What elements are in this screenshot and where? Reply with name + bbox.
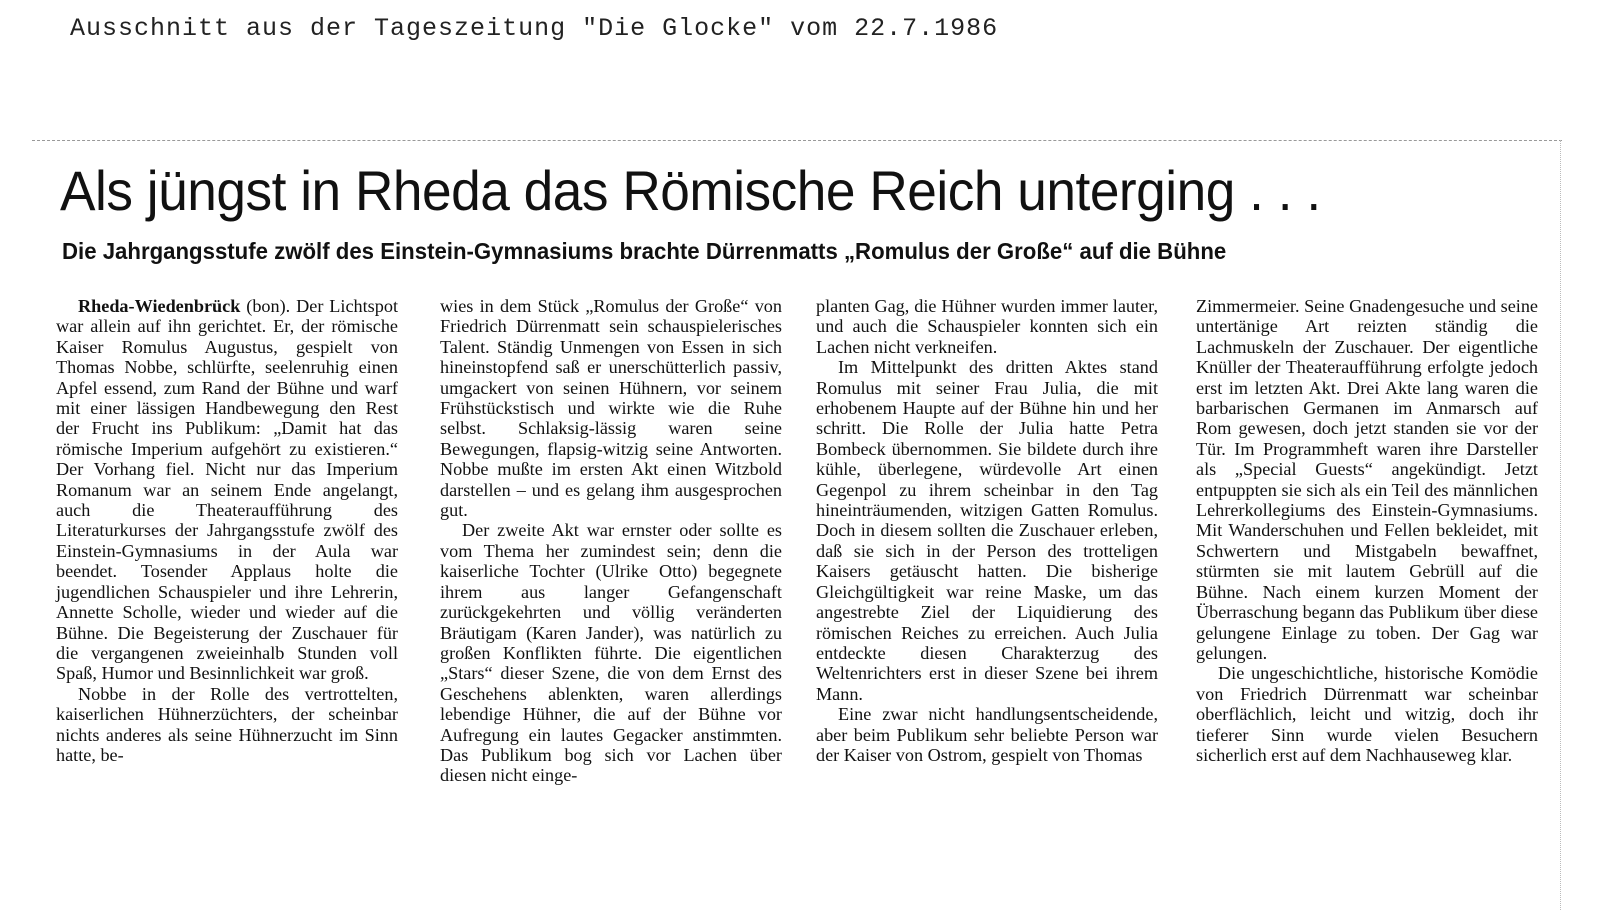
article-column-2 [440, 296, 782, 786]
article-paragraph: Im Mittelpunkt des dritten Aktes stand Romulus mit seiner Frau Julia, die mit erhobenem Haupte auf der Bühne hin und her schritt. Die Rolle der Julia hatte Petra Bombeck übernommen. Sie bildete durch ihre kühle, überlegene, würdevolle Art einen Gegenpol zu ihrem scheinbar in den Tag hineinträumenden, witzigen Gatten Romulus. Doch in diesem sollten die Zuschauer erleben, daß sie sich in der Person des trotteligen Kaisers getäuscht hatten. Die bisherige Gleichgültigkeit war reine Maske, um das angestrebte Ziel der Liquidierung des römischen Reiches zu erreichen. Auch Julia entdeckte diesen Charakterzug des Weltenrichters erst in dieser Szene bei ihrem Mann. [816, 357, 1158, 704]
article-paragraph: wies in dem Stück „Romulus der Große“ von Friedrich Dürrenmatt sein schauspielerisches Talent. Ständig Unmengen von Essen in sich hineinstopfend saß er unerschütterlich passiv, umgackert von seinen Hühnern, vor seinem Frühstückstisch und wirkte wie die Ruhe selbst. Schlaksig-lässig waren seine Bewegungen, flapsig-witzig seine Antworten. Nobbe mußte im ersten Akt einen Witzbold darstellen – und es gelang ihm ausgesprochen gut. [440, 296, 782, 521]
article-column-4 [1196, 296, 1538, 765]
article-column-3 [816, 296, 1158, 765]
clipping-source-note: Ausschnitt aus der Tageszeitung "Die Glocke" vom 22.7.1986 [70, 14, 999, 43]
article-paragraph: Die ungeschichtliche, historische Komödie von Friedrich Dürrenmatt war scheinbar oberflächlich, leicht und witzig, doch ihr tieferer Sinn wurde vielen Besuchern sicherlich erst auf dem Nachhauseweg klar. [1196, 663, 1538, 765]
clipping-right-edge [1560, 140, 1561, 910]
article-headline: Als jüngst in Rheda das Römische Reich unterging . . . [60, 159, 1321, 222]
article-column-1 [56, 296, 398, 765]
clipping-cut-edge [32, 140, 1562, 141]
article-subheadline: Die Jahrgangsstufe zwölf des Einstein-Gymnasiums brachte Dürrenmatts „Romulus der Große“ auf die Bühne [62, 238, 1227, 264]
article-paragraph: Zimmermeier. Seine Gnadengesuche und seine untertänige Art reizten ständig die Lachmuskeln der Zuschauer. Der eigentliche Knüller der Theateraufführung erfolgte jedoch erst im letzten Akt. Drei Akte lang waren die barbarischen Germanen im Anmarsch auf Rom gewesen, doch jetzt standen sie vor der Tür. Im Programmheft waren ihre Darsteller als „Special Guests“ angekündigt. Jetzt entpuppten sie sich als ein Teil des männlichen Lehrerkollegiums des Einstein-Gymnasiums. Mit Wanderschuhen und Fellen bekleidet, mit Schwertern und Mistgabeln bewaffnet, stürmten sie mit lautem Gebrüll auf die Bühne. Nach einem kurzen Moment der Überraschung begann das Publikum über diese gelungene Einlage zu toben. Der Gag war gelungen. [1196, 296, 1538, 663]
article-paragraph [56, 296, 398, 684]
article-paragraph: Nobbe in der Rolle des vertrottelten, kaiserlichen Hühnerzüchters, der scheinbar nichts anderes als seine Hühnerzucht im Sinn hatte, be- [56, 683, 398, 765]
article-paragraph: Eine zwar nicht handlungsentscheidende, aber beim Publikum sehr beliebte Person war der Kaiser von Ostrom, gespielt von Thomas [816, 704, 1158, 765]
article-paragraph: planten Gag, die Hühner wurden immer lauter, und auch die Schauspieler konnten sich ein Lachen nicht verkneifen. [816, 296, 1158, 357]
article-body [56, 296, 1556, 896]
article-paragraph: Der zweite Akt war ernster oder sollte es vom Thema her zumindest sein; denn die kaiserliche Tochter (Ulrike Otto) begegnete ihrem aus langer Gefangenschaft zurückgekehrten und völlig veränderten Bräutigam (Karen Jander), was natürlich zu großen Konflikten führte. Die eigentlichen „Stars“ dieser Szene, die von dem Ernst des Geschehens ablenkten, waren allerdings lebendige Hühner, die auf der Bühne vor Aufregung ein lautes Gegacker anstimmten. Das Publikum bog sich vor Lachen über diesen nicht einge- [440, 520, 782, 786]
article-dateline: Rheda-Wiedenbrück [78, 296, 241, 316]
article-text: (bon). Der Lichtspot war allein auf ihn gerichtet. Er, der römische Kaiser Romulus Augustus, gespielt von Thomas Nobbe, schlürfte, seelenruhig einen Apfel essend, zum Rand der Bühne und warf mit einer lässigen Handbewegung den Rest der Frucht ins Publikum: „Damit hat das römische Imperium aufgehört zu existieren.“ Der Vorhang fiel. Nicht nur das Imperium Romanum war an seinem Ende angelangt, auch die Theateraufführung des Literaturkurses der Jahrgangsstufe zwölf des Einstein-Gymnasiums in der Aula war beendet. Tosender Applaus holte die jugendlichen Schauspieler und ihre Lehrerin, Annette Scholle, wieder und wieder auf die Bühne. Die Begeisterung der Zuschauer für die vergangenen zweieinhalb Stunden voll Spaß, Humor und Besinnlichkeit war groß. [56, 296, 398, 684]
